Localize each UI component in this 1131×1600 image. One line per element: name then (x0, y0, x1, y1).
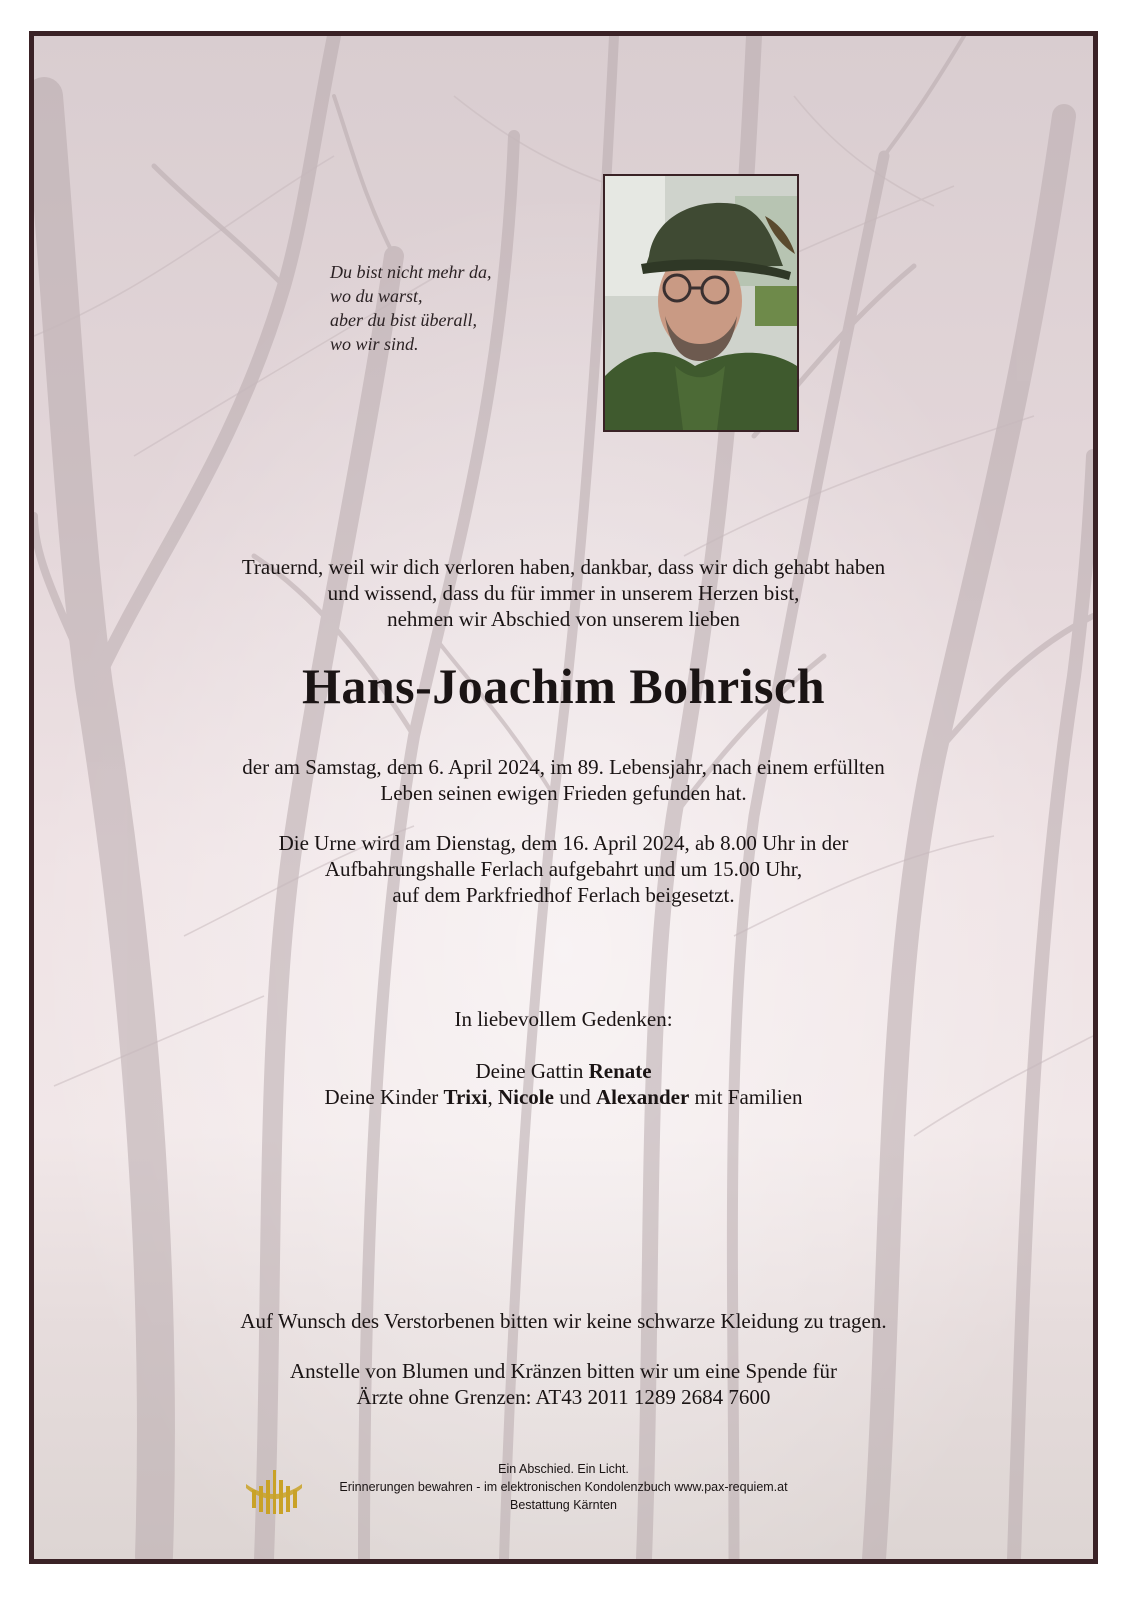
children-prefix: Deine Kinder (324, 1085, 439, 1109)
children-suffix: mit Familien (694, 1085, 803, 1109)
deceased-name: Hans-Joachim Bohrisch (301, 658, 826, 714)
family-list (34, 1058, 1093, 1110)
intro-line: Trauernd, weil wir dich verloren haben, dankbar, dass wir dich gehabt haben (241, 555, 886, 579)
obituary-card (29, 31, 1098, 1564)
memory-heading-text: In liebevollem Gedenken: (454, 1007, 673, 1031)
children-line (34, 1084, 1093, 1110)
dress-wish (34, 1308, 1093, 1334)
intro-line: und wissend, dass du für immer in unserem Herzen bist, (327, 581, 800, 605)
donation-line: Anstelle von Blumen und Kränzen bitten wir um eine Spende für (289, 1359, 838, 1383)
wish-text: Auf Wunsch des Verstorbenen bitten wir keine schwarze Kleidung zu tragen. (240, 1309, 887, 1333)
intro-line: nehmen wir Abschied von unserem lieben (387, 607, 740, 631)
separator: , (487, 1085, 493, 1109)
portrait-photo (603, 174, 799, 432)
death-notice (34, 754, 1093, 806)
funeral-line: Aufbahrungshalle Ferlach aufgebahrt und um 15.00 Uhr, (324, 857, 803, 881)
spouse-name: Renate (588, 1059, 652, 1083)
footer (34, 1460, 1093, 1514)
funeral-line: auf dem Parkfriedhof Ferlach beigesetzt. (392, 883, 735, 907)
funeral-details (34, 830, 1093, 908)
memorial-quote (330, 260, 492, 356)
funeral-line: Die Urne wird am Dienstag, dem 16. April 2024, ab 8.00 Uhr in der (278, 831, 849, 855)
spouse-prefix: Deine Gattin (475, 1059, 584, 1083)
donation-line: Ärzte ohne Grenzen: AT43 2011 1289 2684 7600 (356, 1385, 771, 1409)
quote-line: wo wir sind. (330, 334, 419, 354)
quote-line: wo du warst, (330, 286, 423, 306)
and-word: und (559, 1085, 591, 1109)
child-name: Alexander (595, 1085, 690, 1109)
child-name: Trixi (443, 1085, 488, 1109)
footer-tagline: Ein Abschied. Ein Licht. (498, 1462, 629, 1476)
death-line: der am Samstag, dem 6. April 2024, im 89. Lebensjahr, nach einem erfüllten (242, 755, 885, 779)
memory-heading (34, 1006, 1093, 1032)
quote-line: aber du bist überall, (330, 310, 477, 330)
footer-company: Bestattung Kärnten (509, 1498, 618, 1512)
footer-condolence-link[interactable]: Erinnerungen bewahren - im elektronischen Kondolenzbuch www.pax-requiem.at (339, 1480, 788, 1494)
child-name: Nicole (497, 1085, 554, 1109)
quote-line: Du bist nicht mehr da, (330, 262, 492, 282)
donation-request (34, 1358, 1093, 1410)
intro-text (34, 554, 1093, 632)
spouse-line (34, 1058, 1093, 1084)
death-line: Leben seinen ewigen Frieden gefunden hat. (380, 781, 747, 805)
